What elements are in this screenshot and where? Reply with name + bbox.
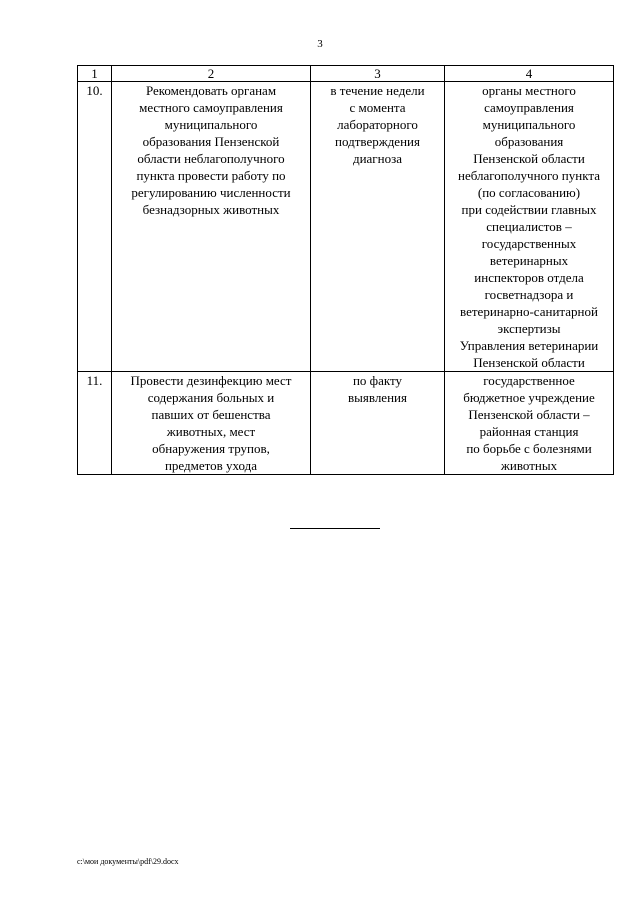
row-number: 10. bbox=[78, 82, 112, 372]
row-number: 11. bbox=[78, 372, 112, 475]
row-action: Рекомендовать органам местного самоуправления муниципального образования Пензенской области неблагополучного пункта провести работу по регулированию численности безнадзорных животных bbox=[112, 82, 311, 372]
column-header-4: 4 bbox=[445, 66, 614, 82]
footer-file-path: c:\мои документы\pdf\29.docx bbox=[77, 857, 179, 866]
row-responsible: органы местного самоуправления муниципального образования Пензенской области неблагополучного пункта (по согласованию) при содействии главных специалистов – государственных ветеринарных инспекторов отдела госветнадзора и ветеринарно-санитарной экспертизы Управления ветеринарии Пензенской области bbox=[445, 82, 614, 372]
row-responsible: государственное бюджетное учреждение Пензенской области – районная станция по борьбе с болезнями животных bbox=[445, 372, 614, 475]
row-action: Провести дезинфекцию мест содержания больных и павших от бешенства животных, мест обнаружения трупов, предметов ухода bbox=[112, 372, 311, 475]
measures-table bbox=[77, 65, 614, 475]
table-row bbox=[78, 372, 614, 475]
row-deadline: по факту выявления bbox=[311, 372, 445, 475]
column-header-1: 1 bbox=[78, 66, 112, 82]
end-rule-divider bbox=[290, 528, 380, 529]
column-header-3: 3 bbox=[311, 66, 445, 82]
page-number: 3 bbox=[317, 38, 323, 50]
column-header-2: 2 bbox=[112, 66, 311, 82]
table-row bbox=[78, 82, 614, 372]
row-deadline: в течение недели с момента лабораторного подтверждения диагноза bbox=[311, 82, 445, 372]
table-header-row bbox=[78, 66, 614, 82]
